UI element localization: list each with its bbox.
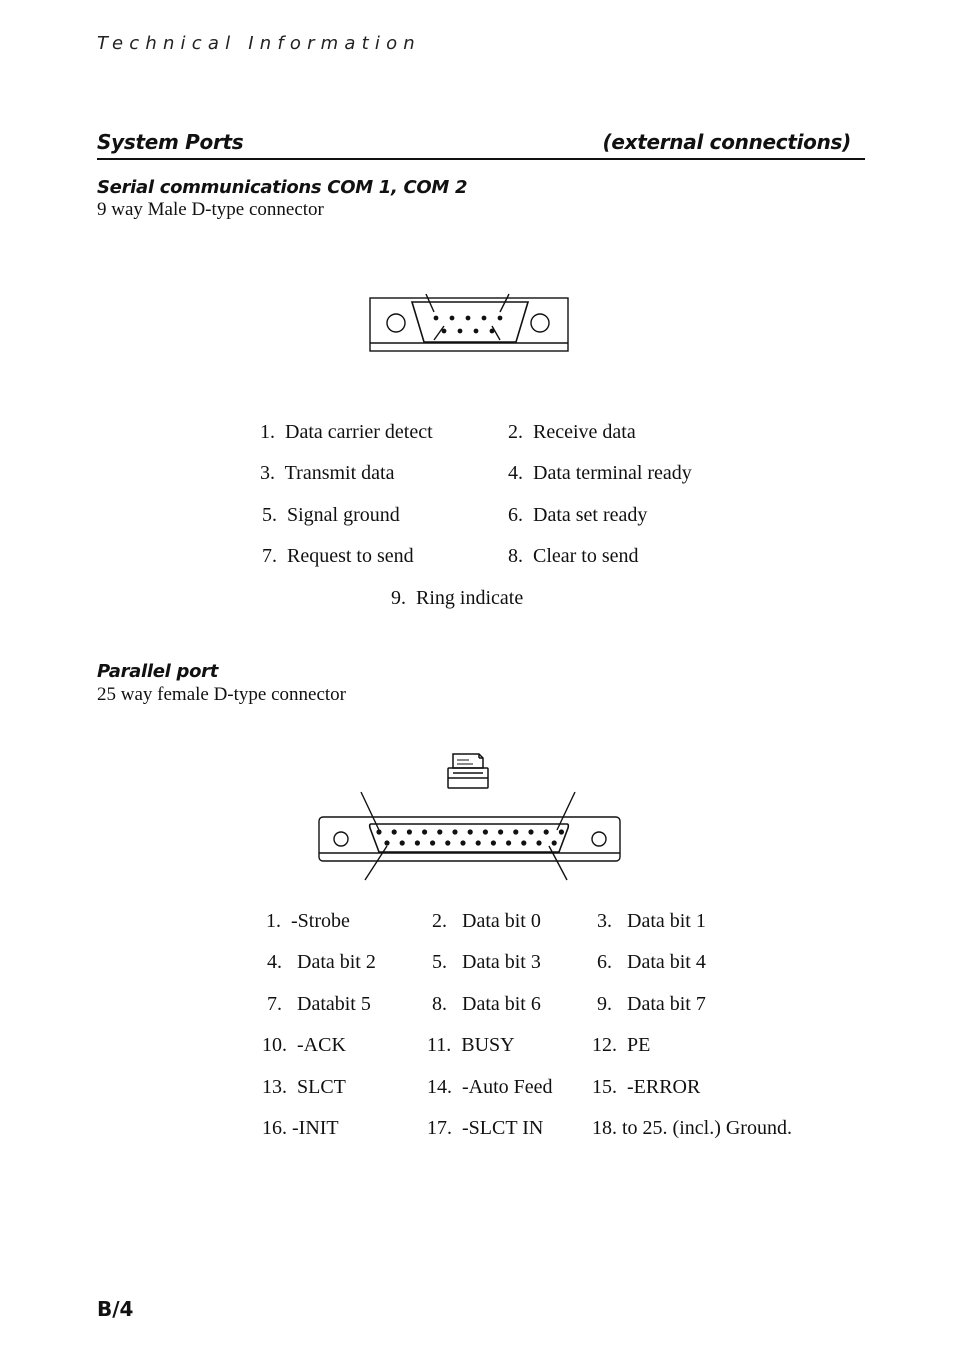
pin-contact: [460, 840, 465, 845]
pin-contact: [544, 829, 549, 834]
serial-title: Serial communications COM 1, COM 2: [97, 177, 468, 198]
parallel-pin-3: 3. Data bit 1: [597, 910, 706, 932]
parallel-pin-11: 11. BUSY: [427, 1034, 515, 1056]
pin-contact: [513, 829, 518, 834]
pin-contact: [384, 840, 389, 845]
pin-contact: [506, 840, 511, 845]
serial-pin-8: 8. Clear to send: [508, 545, 639, 567]
parallel-description: 25 way female D-type connector: [97, 684, 347, 705]
parallel-pin-14: 14. -Auto Feed: [427, 1076, 553, 1098]
pin-contact: [521, 840, 526, 845]
pin-contact: [376, 829, 381, 834]
parallel-pin-18-25: 18. to 25. (incl.) Ground.: [592, 1117, 792, 1139]
parallel-pin-16: 16. -INIT: [262, 1117, 339, 1139]
parallel-pin-17: 17. -SLCT IN: [427, 1117, 544, 1139]
page-number: B/4: [97, 1297, 134, 1321]
parallel-pin-7: 7. Databit 5: [267, 993, 371, 1015]
printer-icon: [445, 752, 491, 792]
pin-contact: [528, 829, 533, 834]
pin-contact: [415, 840, 420, 845]
serial-pin-9: 9. Ring indicate: [391, 587, 524, 609]
serial-pin-7: 7. Request to send: [262, 545, 414, 567]
serial-pin-6: 6. Data set ready: [508, 504, 648, 526]
serial-connector-diagram: [368, 290, 572, 360]
parallel-pin-1: 1. -Strobe: [266, 910, 350, 932]
pin-contact: [536, 840, 541, 845]
parallel-pin-12: 12. PE: [592, 1034, 651, 1056]
parallel-title: Parallel port: [97, 661, 219, 682]
pin-contact: [392, 829, 397, 834]
pin-contact: [483, 829, 488, 834]
running-head: Technical Information: [97, 33, 421, 54]
serial-description: 9 way Male D-type connector: [97, 199, 324, 220]
parallel-connector-diagram: [317, 790, 623, 884]
pin-contact: [430, 840, 435, 845]
pin-contact: [422, 829, 427, 834]
pin-contact: [498, 829, 503, 834]
serial-pin-2: 2. Receive data: [508, 421, 636, 443]
serial-pin-1: 1. Data carrier detect: [260, 421, 433, 443]
pin-contact: [552, 840, 557, 845]
pin-contact: [400, 840, 405, 845]
parallel-pin-10: 10. -ACK: [262, 1034, 346, 1056]
serial-pin-4: 4. Data terminal ready: [508, 462, 692, 484]
pin-contact: [452, 829, 457, 834]
pin-contact: [559, 829, 564, 834]
parallel-pin-2: 2. Data bit 0: [432, 910, 541, 932]
parallel-pin-9: 9. Data bit 7: [597, 993, 706, 1015]
serial-pin-5: 5. Signal ground: [262, 504, 400, 526]
section-subtitle: (external connections): [602, 130, 851, 154]
pin-contact: [468, 829, 473, 834]
pin-contact: [437, 829, 442, 834]
parallel-pin-6: 6. Data bit 4: [597, 951, 706, 973]
pin-contact: [491, 840, 496, 845]
section-title: System Ports: [97, 130, 244, 154]
pin-contact: [407, 829, 412, 834]
pin-contact: [476, 840, 481, 845]
parallel-pin-15: 15. -ERROR: [592, 1076, 701, 1098]
section-heading: [97, 128, 865, 160]
serial-pin-3: 3. Transmit data: [260, 462, 395, 484]
parallel-pin-4: 4. Data bit 2: [267, 951, 376, 973]
parallel-pin-8: 8. Data bit 6: [432, 993, 541, 1015]
parallel-pin-13: 13. SLCT: [262, 1076, 346, 1098]
pin-contact: [445, 840, 450, 845]
parallel-pin-5: 5. Data bit 3: [432, 951, 541, 973]
